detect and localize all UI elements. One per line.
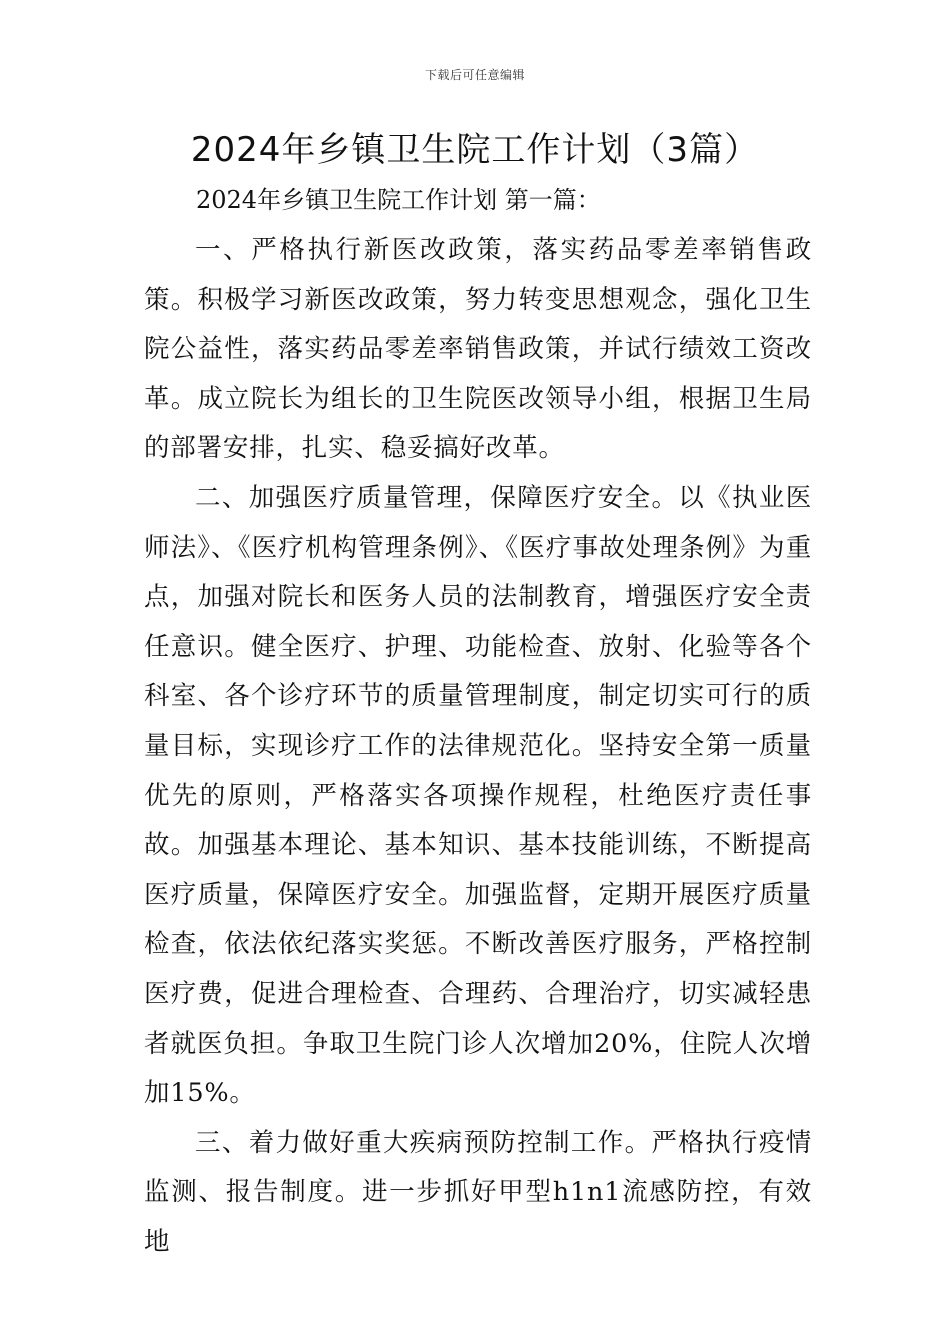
section-subtitle: 2024年乡镇卫生院工作计划 第一篇： xyxy=(196,186,601,214)
document-body xyxy=(144,226,812,1267)
paragraph-1: 一、严格执行新医改政策，落实药品零差率销售政策。积极学习新医改政策，努力转变思想观念，强化卫生院公益性，落实药品零差率销售政策，并试行绩效工资改革。成立院长为组长的卫生院医改领导小组，根据卫生局的部署安排，扎实、稳妥搞好改革。 xyxy=(144,235,812,464)
document-title: 2024年乡镇卫生院工作计划（3篇） xyxy=(190,130,760,170)
header-note: 下载后可任意编辑 xyxy=(424,68,525,82)
paragraph-3: 三、着力做好重大疾病预防控制工作。严格执行疫情监测、报告制度。进一步抓好甲型h1n1流感防控，有效地 xyxy=(144,1127,812,1257)
paragraph-2: 二、加强医疗质量管理，保障医疗安全。以《执业医师法》、《医疗机构管理条例》、《医疗事故处理条例》为重点，加强对院长和医务人员的法制教育，增强医疗安全责任意识。健全医疗、护理、功能检查、放射、化验等各个科室、各个诊疗环节的质量管理制度，制定切实可行的质量目标，实现诊疗工作的法律规范化。坚持安全第一质量优先的原则，严格落实各项操作规程，杜绝医疗责任事故。加强基本理论、基本知识、基本技能训练，不断提高医疗质量，保障医疗安全。加强监督，定期开展医疗质量检查，依法依纪落实奖惩。不断改善医疗服务，严格控制医疗费，促进合理检查、合理药、合理治疗，切实减轻患者就医负担。争取卫生院门诊人次增加20%，住院人次增加15%。 xyxy=(144,482,812,1109)
